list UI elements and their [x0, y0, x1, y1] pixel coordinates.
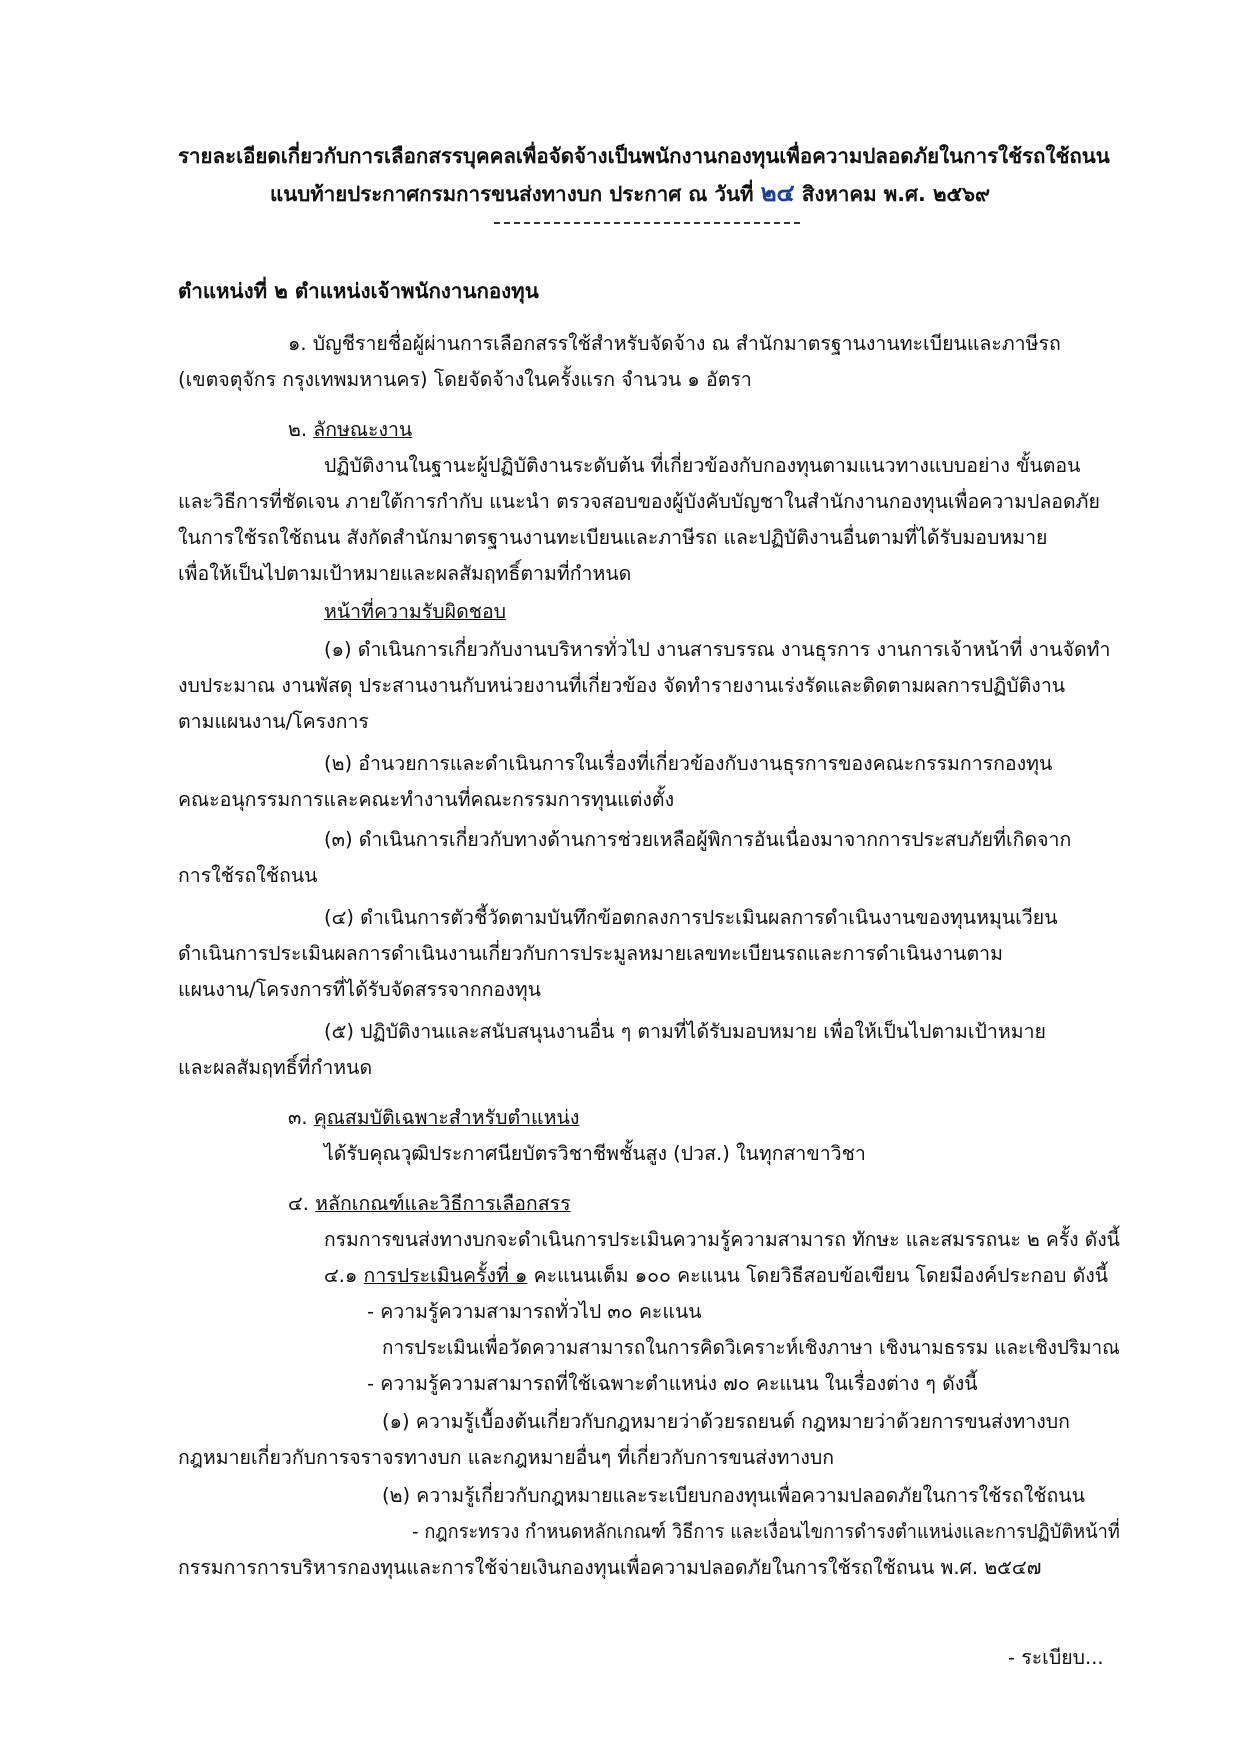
- section-4-title: หลักเกณฑ์และวิธีการเลือกสรร: [315, 1192, 571, 1215]
- section-3-heading: [288, 1104, 579, 1132]
- round-1-number: ๔.๑: [324, 1264, 358, 1287]
- job-description-line-3: ในการใช้รถใช้ถนน สังกัดสำนักมาตรฐานงานทะเบียนและภาษีรถ และปฏิบัติงานอื่นตามที่ได้รับมอบหมาย: [178, 526, 1048, 549]
- section-4-number: ๔.: [288, 1192, 309, 1215]
- round-1-heading: [324, 1262, 1108, 1290]
- duty-2-line-1: (๒) อำนวยการและดำเนินการในเรื่องที่เกี่ยวข้องกับงานธุรการของคณะกรรมการกองทุน: [324, 752, 1053, 775]
- handwritten-day: ๒๔: [760, 178, 795, 207]
- announcement-text: แนบท้ายประกาศกรมการขนส่งทางบก ประกาศ ณ วันที่: [270, 182, 754, 206]
- section-3-title: คุณสมบัติเฉพาะสำหรับตำแหน่ง: [313, 1106, 580, 1129]
- section-2-heading: [288, 416, 412, 444]
- duties-heading: หน้าที่ความรับผิดชอบ: [324, 600, 507, 623]
- section-2-number: ๒.: [288, 418, 308, 441]
- section-2-title: ลักษณะงาน: [313, 418, 413, 441]
- duty-1-line-3: ตามแผนงาน/โครงการ: [178, 710, 369, 733]
- ministerial-regulation-line-2: กรรมการการบริหารกองทุนและการใช้จ่ายเงินกองทุนเพื่อความปลอดภัยในการใช้รถใช้ถนน พ.ศ. ๒๕๔๗: [178, 1556, 1042, 1579]
- document-title-line-2: [270, 179, 990, 208]
- round-1-title: การประเมินครั้งที่ ๑: [363, 1264, 528, 1287]
- section-1-line-1: ๑. บัญชีรายชื่อผู้ผ่านการเลือกสรรใช้สำหรับจัดจ้าง ณ สำนักมาตรฐานงานทะเบียนและภาษีรถ: [288, 332, 1061, 355]
- job-description-line-2: และวิธีการที่ชัดเจน ภายใต้การกำกับ แนะนำ ตรวจสอบของผู้บังคับบัญชาในสำนักงานกองทุนเพื่อความปลอดภัย: [178, 490, 1100, 513]
- continuation-footer: - ระเบียบ...: [1008, 1646, 1104, 1669]
- duty-1-line-1: (๑) ดำเนินการเกี่ยวกับงานบริหารทั่วไป งานสารบรรณ งานธุรการ งานการเจ้าหน้าที่ งานจัดทำ: [324, 638, 1111, 661]
- duty-4-line-1: (๔) ดำเนินการตัวชี้วัดตามบันทึกข้อตกลงการประเมินผลการดำเนินงานของทุนหมุนเวียน: [324, 906, 1058, 929]
- header-divider: [494, 222, 800, 224]
- duty-5-line-1: (๕) ปฏิบัติงานและสนับสนุนงานอื่น ๆ ตามที่ได้รับมอบหมาย เพื่อให้เป็นไปตามเป้าหมาย: [324, 1020, 1046, 1043]
- duty-3-line-1: (๓) ดำเนินการเกี่ยวกับทางด้านการช่วยเหลือผู้พิการอันเนื่องมาจากการประสบภัยที่เกิดจาก: [324, 828, 1072, 851]
- job-description-line-1: ปฏิบัติงานในฐานะผู้ปฏิบัติงานระดับต้น ที่เกี่ยวข้องกับกองทุนตามแนวทางแบบอย่าง ขั้นตอน: [324, 454, 1081, 477]
- knowledge-1-line-2: กฎหมายเกี่ยวกับการจราจรทางบก และกฎหมายอื่นๆ ที่เกี่ยวกับการขนส่งทางบก: [178, 1446, 835, 1469]
- knowledge-2-line: (๒) ความรู้เกี่ยวกับกฎหมายและระเบียบกองทุนเพื่อความปลอดภัยในการใช้รถใช้ถนน: [382, 1484, 1085, 1507]
- job-description-line-4: เพื่อให้เป็นไปตามเป้าหมายและผลสัมฤทธิ์ตามที่กำหนด: [178, 562, 632, 585]
- document-title-line-1: รายละเอียดเกี่ยวกับการเลือกสรรบุคคลเพื่อจัดจ้างเป็นพนักงานกองทุนเพื่อความปลอดภัยในการใช้รถใช้ถนน: [178, 144, 1110, 168]
- duty-4-line-2: ดำเนินการประเมินผลการดำเนินงานเกี่ยวกับการประมูลหมายเลขทะเบียนรถและการดำเนินงานตาม: [178, 942, 1003, 965]
- duty-1-line-2: งบประมาณ งานพัสดุ ประสานงานกับหน่วยงานที่เกี่ยวข้อง จัดทำรายงานเร่งรัดและติดตามผลการปฏิบัติงาน: [178, 674, 1066, 697]
- section-4-heading: [288, 1190, 571, 1218]
- duty-3-line-2: การใช้รถใช้ถนน: [178, 864, 318, 887]
- ministerial-regulation-line-1: - กฎกระทรวง กำหนดหลักเกณฑ์ วิธีการ และเงื่อนไขการดำรงตำแหน่งและการปฏิบัติหน้าที่: [412, 1520, 1120, 1543]
- duty-4-line-3: แผนงาน/โครงการที่ได้รับจัดสรรจากกองทุน: [178, 978, 541, 1001]
- duty-2-line-2: คณะอนุกรรมการและคณะทำงานที่คณะกรรมการทุนแต่งตั้ง: [178, 788, 675, 811]
- qualification-text: ได้รับคุณวุฒิประกาศนียบัตรวิชาชีพชั้นสูง (ปวส.) ในทุกสาขาวิชา: [324, 1142, 866, 1165]
- knowledge-1-line-1: (๑) ความรู้เบื้องต้นเกี่ยวกับกฎหมายว่าด้วยรถยนต์ กฎหมายว่าด้วยการขนส่งทางบก: [382, 1410, 1070, 1433]
- section-3-number: ๓.: [288, 1106, 308, 1129]
- round-1-detail: คะแนนเต็ม ๑๐๐ คะแนน โดยวิธีสอบข้อเขียน โดยมีองค์ประกอบ ดังนี้: [533, 1264, 1109, 1287]
- general-knowledge-item: - ความรู้ความสามารถทั่วไป ๓๐ คะแนน: [367, 1300, 702, 1323]
- announcement-month-year: สิงหาคม พ.ศ. ๒๕๖๙: [801, 182, 991, 206]
- specific-knowledge-item: - ความรู้ความสามารถที่ใช้เฉพาะตำแหน่ง ๗๐ คะแนน ในเรื่องต่าง ๆ ดังนี้: [367, 1372, 978, 1395]
- duty-5-line-2: และผลสัมฤทธิ์ที่กำหนด: [178, 1056, 373, 1079]
- selection-intro: กรมการขนส่งทางบกจะดำเนินการประเมินความรู้ความสามารถ ทักษะ และสมรรถนะ ๒ ครั้ง ดังนี้: [324, 1228, 1120, 1251]
- general-knowledge-description: การประเมินเพื่อวัดความสามารถในการคิดวิเคราะห์เชิงภาษา เชิงนามธรรม และเชิงปริมาณ: [382, 1336, 1120, 1359]
- section-1-line-2: (เขตจตุจักร กรุงเทพมหานคร) โดยจัดจ้างในครั้งแรก จำนวน ๑ อัตรา: [178, 368, 752, 391]
- position-heading: ตำแหน่งที่ ๒ ตำแหน่งเจ้าพนักงานกองทุน: [178, 279, 539, 303]
